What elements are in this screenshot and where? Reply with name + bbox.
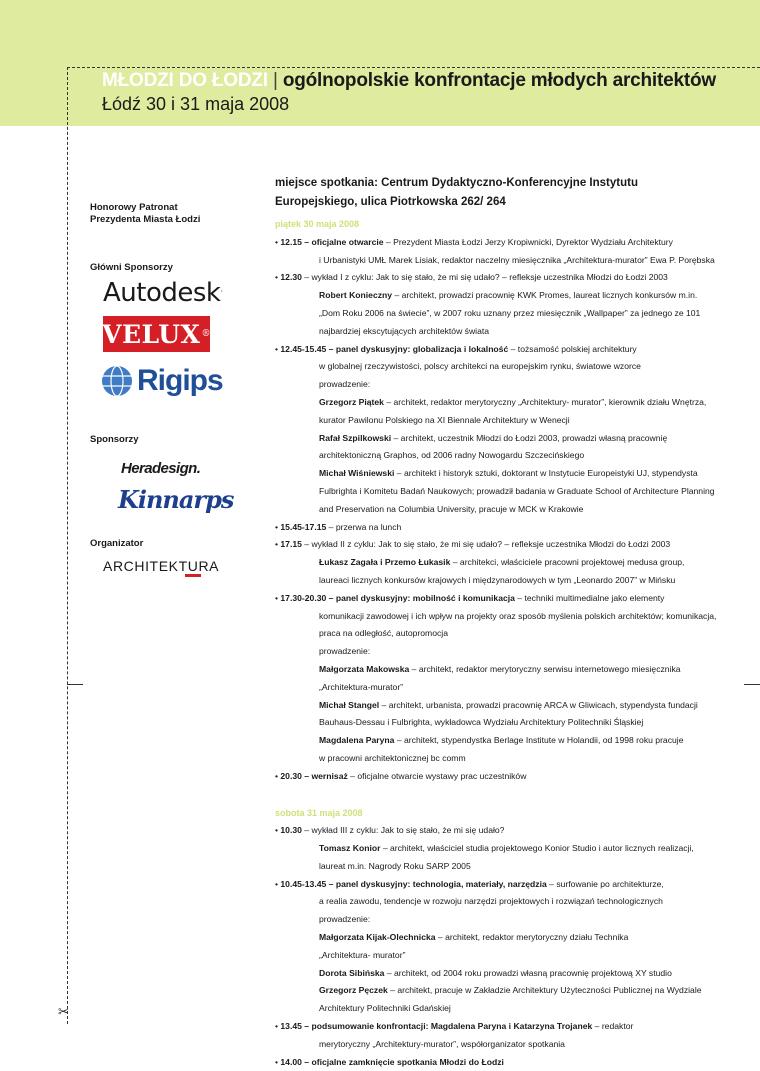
program-line: prowadzenie: [319,379,371,390]
title-main: ogólnopolskie konfrontacje młodych architektów [282,70,716,91]
program-line: Robert Konieczny – architekt, prowadzi pracownię KWK Promes, laureat licznych konkursów m.in. [319,290,698,301]
title-separator: | [272,70,278,91]
patronage-line: Prezydenta Miasta Łodzi [90,213,201,225]
kinnarps-logo: Kinnarps [118,485,234,514]
scissors-icon: ✂ [58,1004,69,1019]
program-line: w pracowni architektonicznej bc comm [319,752,466,763]
venue [275,174,735,212]
program-line: laureaci licznych konkursów krajowych i międzynarodowych w tym „Leonardo 2007” w Mińsku [319,574,676,585]
program [275,174,735,1071]
title-highlight: MŁODZI DO ŁODZI [102,70,268,91]
program-line: Małgorzata Makowska – architekt, redaktor merytoryczny serwisu internetowego miesięcznika [319,663,681,674]
program-line: merytoryczny „Architektury-murator”, współorganizator spotkania [319,1038,565,1049]
program-item: • 14.00 – oficjalne zamknięcie spotkania Młodzi do Łodzi [275,1056,504,1067]
program-item: • 12.45-15.45 – panel dyskusyjny: globalizacja i lokalność – tożsamość polskiej architektury [275,343,637,354]
program-line: komunikacji zawodowej i ich wpływ na projekty oraz sposób myślenia polskich architektów; komunikacja, [319,610,717,621]
program-line: Małgorzata Kijak-Olechnicka – architekt, redaktor merytoryczny działu Technika [319,932,629,943]
program-item: • 13.45 – podsumowanie konfrontacji: Magdalena Paryna i Katarzyna Trojanek – redaktor [275,1021,634,1032]
velux-logo-text: VELUX [102,319,201,349]
program-line: Łukasz Zagała i Przemo Łukasik – architekci, właściciele pracowni projektowej medusa group, [319,557,685,568]
autodesk-logo [103,278,223,308]
program-item: • 12.30 – wykład I z cyklu: Jak to się stało, że mi się udało? – refleksje uczestnika Młodzi do Łodzi 2003 [275,272,668,283]
program-line: architektoniczną Graphos, od 2006 radny Nowogardu Szczecińskiego [319,450,585,461]
crop-tick-right [744,684,760,685]
program-item: • 20.30 – wernisaż – oficjalne otwarcie wystawy prac uczestników [275,770,527,781]
program-line: Michał Stangel – architekt, urbanista, prowadzi pracownię ARCA w Gliwicach, stypendysta fundacji [319,699,698,710]
program-line: i Urbanistyki UMŁ Marek Lisiak, redaktor naczelny miesięcznika „Architektura-murator” Ewa P. Porębska [319,254,715,265]
program-line: „Dom Roku 2006 na świecie”, w 2007 roku uznany przez miesięcznik „Wallpaper” za jednego ze 101 [319,307,701,318]
venue-line: Europejskiego, ulica Piotrkowska 262/ 264 [275,196,506,208]
program-item: • 17.30-20.30 – panel dyskusyjny: mobilność i komunikacja – techniki multimedialne jako elementy [275,592,665,603]
program-line: prowadzenie: [319,914,371,925]
program-line: prowadzenie: [319,646,371,657]
page-subtitle: Łódź 30 i 31 maja 2008 [102,94,290,114]
autodesk-logo-mark: . [220,284,223,294]
program-line: Dorota Sibińska – architekt, od 2004 roku prowadzi własną pracownię projektową XY studio [319,967,672,978]
velux-logo-mark: ® [201,329,211,339]
program-line: and Preservation na Columbia University, pracuje w MCK w Krakowie [319,503,584,514]
program-item: • 17.15 – wykład II z cyklu: Jak to się stało, że mi się udało? – refleksje uczestnika Młodzi do Łodzi 2003 [275,539,671,550]
day-label: piątek 30 maja 2008 [275,219,360,229]
velux-logo [103,316,210,352]
program-line: „Architektura-murator” [319,681,404,692]
venue-line: miejsce spotkania: Centrum Dydaktyczno-Konferencyjne Instytutu [275,177,638,189]
crop-line-left [67,67,68,1024]
program-line: Tomasz Konior – architekt, właściciel studia projektowego Konior Studio i autor licznych realizacji, [319,843,694,854]
crop-line-top [67,67,760,68]
program-line: a realia zawodu, tendencje w rozwoju narzędzi projektowych i rozwiązań technologicznych [319,896,663,907]
sponsors-heading: Sponsorzy [90,434,139,445]
program-line: Bauhaus-Dessau i Fulbrighta, wykładowca Wydziału Architektury Politechniki Śląskiej [319,717,644,728]
patronage-line: Honorowy Patronat [90,202,178,213]
day-label: sobota 31 maja 2008 [275,807,363,818]
rigips-logo-text: Rigips [137,364,223,397]
program-line: w globalnej rzeczywistości, polscy architekci na europejskim rynku, światowe wzorce [319,361,641,372]
program-line: „Architektura- murator” [319,949,406,960]
program-line: Grzegorz Pęczek – architekt, pracuje w Zakładzie Architektury Użyteczności Publicznej na Wydziale [319,985,702,996]
architektura-logo: ARCHITEKTURA [103,558,220,574]
program-line: praca na odległość, autopromocja [319,628,448,639]
rigips-logo [100,364,223,398]
organizer-heading: Organizator [90,538,144,549]
program-line: kurator Pawilonu Polskiego na XI Biennale Architektury w Wenecji [319,414,570,425]
heradesign-logo: Heradesign. [121,460,201,477]
program-item: • 10.45-13.45 – panel dyskusyjny: technologia, materiały, narzędzia – surfowanie po architekturze, [275,878,664,889]
crop-tick-left [67,684,83,685]
program-line: Fulbrighta i Komitetu Badań Naukowych; prowadził badania w Graduate School of Architecture Planning [319,485,715,496]
architektura-logo-tag [185,574,201,577]
program-line: Architektury Politechniki Gdańskiej [319,1003,451,1014]
globe-icon [100,364,134,398]
page-title [102,70,716,92]
main-sponsors-heading: Główni Sponsorzy [90,262,173,273]
program-item: • 12.15 – oficjalne otwarcie – Prezydent Miasta Łodzi Jerzy Kropiwnicki, Dyrektor Wydziału Architektury [275,236,673,247]
program-line: Magdalena Paryna – architekt, stypendystka Berlage Institute w Holandii, od 1998 roku pracuje [319,735,684,746]
program-item: • 15.45-17.15 – przerwa na lunch [275,521,402,532]
autodesk-logo-text: Autodesk [103,278,221,308]
program-item: • 10.30 – wykład III z cyklu: Jak to się stało, że mi się udało? [275,825,505,836]
program-line: Michał Wiśniewski – architekt i historyk sztuki, doktorant w Instytucie Europeistyki UJ, stypendysta [319,468,698,479]
program-line: laureat m.in. Nagrody Roku SARP 2005 [319,860,471,871]
program-line: Rafał Szpilkowski – architekt, uczestnik Młodzi do Łodzi 2003, prowadzi własną pracownię [319,432,668,443]
program-line: najbardziej ekscytujących architektów świata [319,325,490,336]
program-line: Grzegorz Piątek – architekt, redaktor merytoryczny „Architektury- murator”, kierownik działu Wnętrza, [319,396,707,407]
patronage [90,202,200,225]
